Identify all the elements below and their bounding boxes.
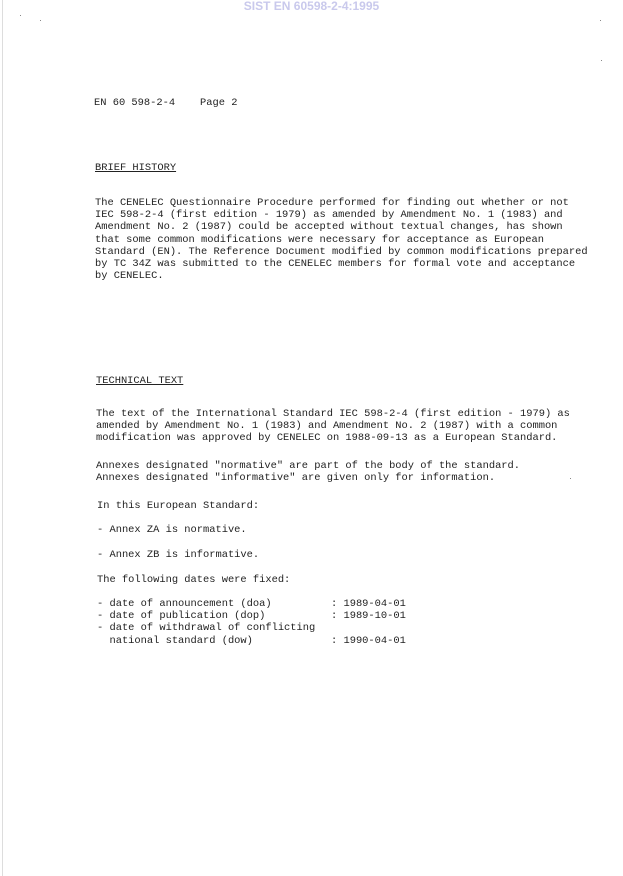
text-line: modification was approved by CENELEC on 1988-09-13 as a European Standard. (96, 432, 558, 445)
technical-para-2 (96, 460, 520, 484)
date-label: - date of withdrawal of conflicting (97, 622, 316, 635)
date-value: : 1989-04-01 (331, 598, 406, 610)
technical-para-1 (96, 408, 570, 445)
date-value: : 1989-10-01 (331, 610, 406, 623)
text-line: Annexes designated "informative" are given only for information. (96, 472, 496, 485)
date-label: - date of publication (dop) (97, 610, 266, 623)
scan-speck (600, 20, 601, 21)
scan-speck (601, 60, 602, 61)
text-line: The text of the International Standard IEC 598-2-4 (first edition - 1979) as (96, 408, 570, 420)
date-row (97, 622, 406, 634)
brief-history-text (95, 197, 588, 282)
date-label: - date of announcement (doa) (97, 598, 272, 610)
text-line: by CENELEC. (95, 270, 164, 283)
date-label: national standard (dow) (97, 634, 253, 647)
text-line: amended by Amendment No. 1 (1983) and Amendment No. 2 (1987) with a common (96, 420, 558, 433)
doc-id: EN 60 598-2-4 (94, 97, 176, 109)
in-standard-text: In this European Standard: (97, 500, 260, 512)
annex-za: - Annex ZA is normative. (97, 524, 247, 536)
text-line: Standard (EN). The Reference Document modified by common modifications prepared (95, 245, 588, 258)
text-line: IEC 598-2-4 (first edition - 1979) as amended by Amendment No. 1 (1983) and (95, 209, 563, 222)
scan-speck (570, 478, 571, 479)
date-row (97, 635, 406, 647)
page-number: Page 2 (200, 97, 238, 109)
text-line: The CENELEC Questionnaire Procedure performed for finding out whether or not (95, 197, 569, 209)
text-line: Annexes designated "normative" are part of the body of the standard. (96, 460, 521, 472)
text-line: by TC 34Z was submitted to the CENELEC members for formal vote and acceptance (95, 257, 576, 270)
page-header (94, 97, 237, 109)
date-row (97, 610, 406, 622)
scan-speck (40, 20, 41, 21)
text-line: that some common modifications were necessary for acceptance as European (95, 233, 544, 246)
date-value: : 1990-04-01 (331, 634, 406, 647)
technical-text-heading: TECHNICAL TEXT (96, 375, 184, 387)
brief-history-heading: BRIEF HISTORY (95, 162, 177, 174)
scan-edge (2, 0, 3, 876)
dates-table (97, 598, 406, 647)
dates-intro: The following dates were fixed: (97, 574, 291, 586)
date-row (97, 598, 406, 610)
annex-zb: - Annex ZB is informative. (97, 549, 260, 561)
text-line: Amendment No. 2 (1987) could be accepted without textual changes, has shown (95, 221, 563, 234)
scan-speck (20, 15, 21, 16)
watermark: SIST EN 60598-2-4:1995 (243, 0, 380, 13)
